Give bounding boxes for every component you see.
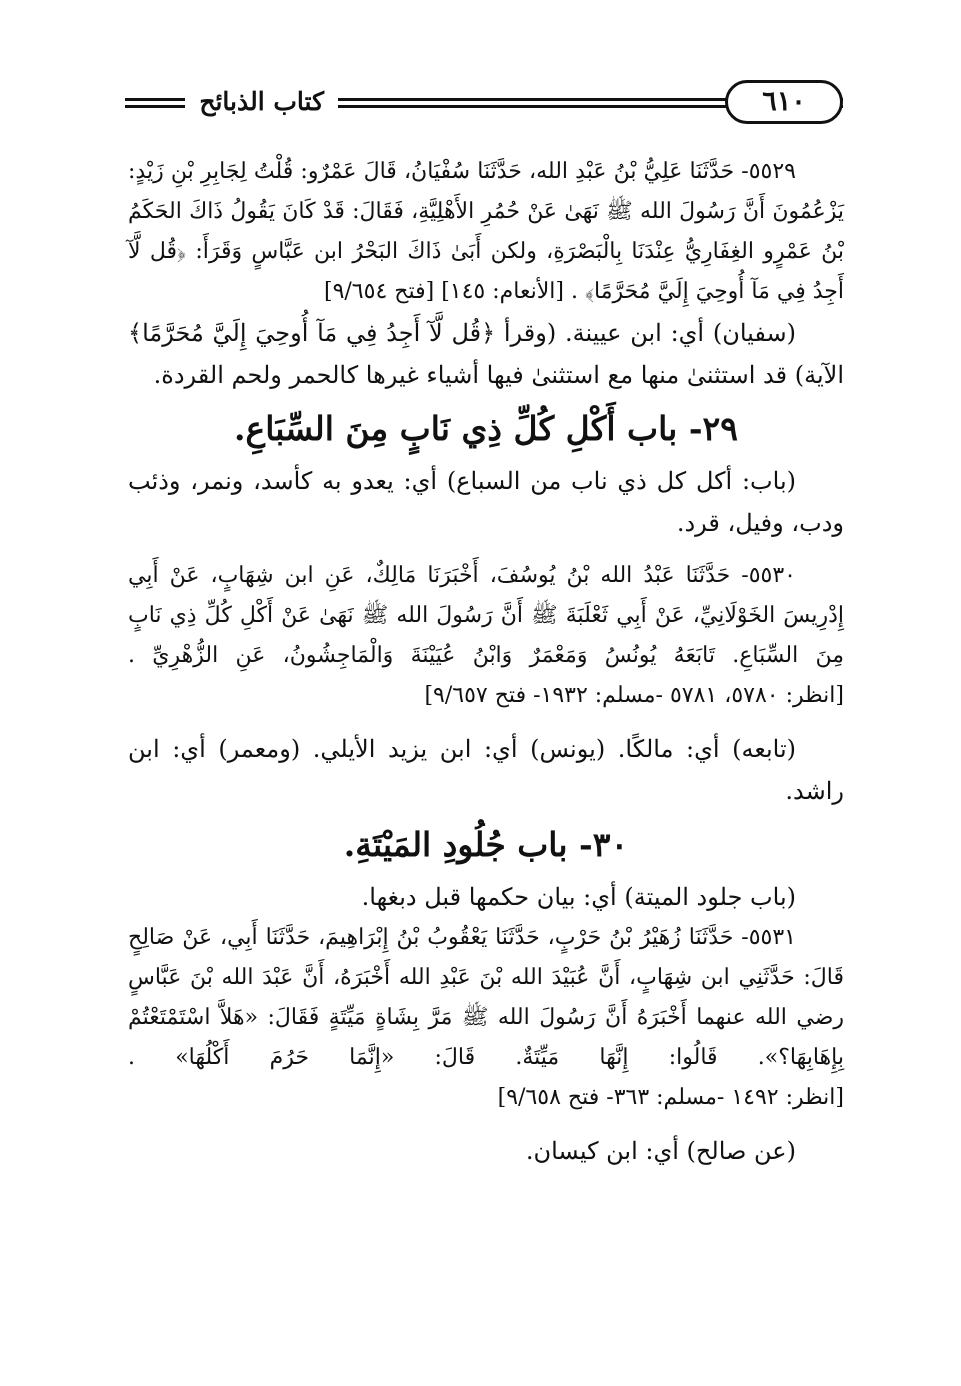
hadith-text: ٥٥٢٩- حَدَّثَنَا عَلِيُّ بْنُ عَبْدِ الله، حَدَّثَنَا سُفْيَانُ، قَالَ عَمْرٌو: قُلْتُ لِجَابِرِ بْنِ زَيْدٍ: يَزْعُمُونَ أَنَّ رَسُولَ الله ﷺ نَهَىٰ عَنْ حُمُرِ الأَهْلِيَّةِ، فَقَالَ: قَدْ كَانَ يَقُولُ ذَاكَ الحَكَمُ بْنُ عَمْرٍو الغِفَارِيُّ عِنْدَنَا بِالْبَصْرَةِ، ولكن أَبَىٰ ذَاكَ البَحْرُ ابن عَبَّاسٍ وَقَرَأَ: ﴿قُل لَّآ أَجِدُ فِي مَآ أُوحِيَ إِلَيَّ مُحَرَّمًا﴾ . — [128, 159, 844, 304]
commentary-5531: (عن صالح) أي: ابن كيسان. — [525, 1137, 796, 1165]
hadith-5530 — [128, 556, 844, 716]
page-number: ٦١٠ — [725, 80, 843, 124]
hadith-text: ٥٥٣٠- حَدَّثَنَا عَبْدُ الله بْنُ يُوسُفَ، أَخْبَرَنَا مَالِكٌ، عَنِ ابن شِهَابٍ، عَنْ أَبِي إِدْرِيسَ الخَوْلَانِيِّ، عَنْ أَبِي ثَعْلَبَةَ ﷺ أَنَّ رَسُولَ الله ﷺ نَهَىٰ عَنْ أَكْلِ كُلِّ ذِي نَابٍ مِنَ السِّبَاعِ. تَابَعَهُ يُونُسُ وَمَعْمَرٌ وَابْنُ عُيَيْنَةَ وَالْمَاجِشُونُ، عَنِ الزُّهْرِيِّ . — [128, 563, 844, 668]
chapter-title-30: ٣٠- باب جُلُودِ المَيْتَةِ. — [343, 825, 629, 864]
hadith-5529 — [128, 152, 844, 312]
page-content — [128, 152, 844, 1172]
commentary-5529: (سفيان) أي: ابن عيينة. (وقرأ ﴿قُل لَّآ أَجِدُ فِي مَآ أُوحِيَ إِلَيَّ مُحَرَّمًا﴾ الآية) قد استثنىٰ منها مع استثنىٰ فيها أشياء غيرها كالحمر ولحم القردة. — [128, 319, 844, 389]
hadith-text: ٥٥٣١- حَدَّثَنَا زُهَيْرُ بْنُ حَرْبٍ، حَدَّثَنَا يَعْقُوبُ بْنُ إِبْرَاهِيمَ، حَدَّثَنَا أَبِي، عَنْ صَالِحٍ قَالَ: حَدَّثَنِي ابن شِهَابٍ، أَنَّ عُبَيْدَ الله بْنَ عَبْدِ الله أَخْبَرَهُ، أَنَّ عَبْدَ الله بْنَ عَبَّاسٍ رضي الله عنهما أَخْبَرَهُ أَنَّ رَسُولَ الله ﷺ مَرَّ بِشَاةٍ مَيِّتَةٍ فَقَالَ: «هَلاَّ اسْتَمْتَعْتُمْ بِإِهَابِهَا؟». قَالُوا: إِنَّهَا مَيِّتَةٌ. قَالَ: «إِنَّمَا حَرُمَ أَكْلُهَا» . — [128, 925, 844, 1070]
page-header — [125, 78, 843, 128]
hadith-reference: [انظر: ٥٧٨٠، ٥٧٨١ -مسلم: ١٩٣٢- فتح ٩/٦٥٧] — [424, 683, 844, 708]
hadith-5531 — [128, 918, 844, 1118]
commentary-chapter-29: (باب: أكل كل ذي ناب من السباع) أي: يعدو به كأسد، ونمر، وذئب ودب، وفيل، قرد. — [128, 467, 844, 537]
hadith-reference: [الأنعام: ١٤٥] [فتح ٩/٦٥٤] — [323, 279, 564, 304]
commentary-chapter-30: (باب جلود الميتة) أي: بيان حكمها قبل دبغها. — [361, 883, 796, 911]
commentary-5530: (تابعه) أي: مالكًا. (يونس) أي: ابن يزيد الأيلي. (ومعمر) أي: ابن راشد. — [128, 735, 844, 805]
book-title: كتاب الذبائح — [185, 84, 338, 120]
hadith-reference: [انظر: ١٤٩٢ -مسلم: ٣٦٣- فتح ٩/٦٥٨] — [497, 1085, 844, 1110]
chapter-title-29: ٢٩- باب أَكْلِ كُلِّ ذِي نَابٍ مِنَ السِّبَاعِ. — [234, 409, 738, 448]
